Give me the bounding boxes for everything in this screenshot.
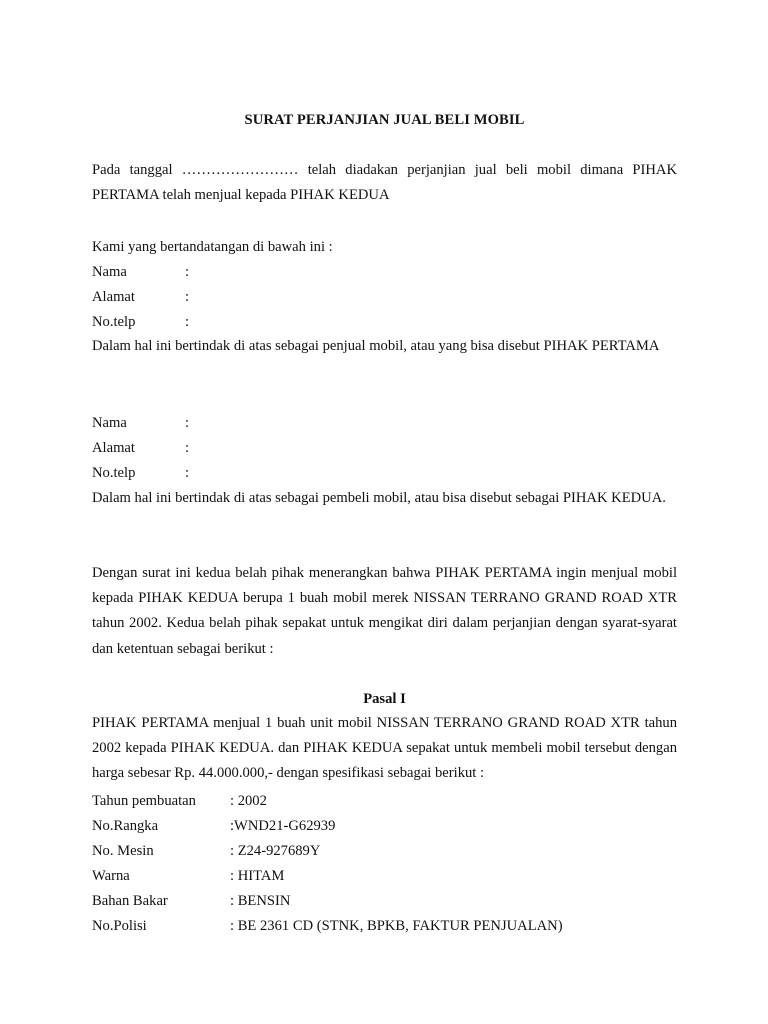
field-value: : xyxy=(185,289,190,305)
party2-phone-row xyxy=(92,463,677,483)
spec-label: No. Mesin xyxy=(92,843,154,859)
spec-value: : BE 2361 CD (STNK, BPKB, FAKTUR PENJUALAN) xyxy=(230,918,563,934)
pasal-1-text: PIHAK PERTAMA menjual 1 buah unit mobil NISSAN TERRANO GRAND ROAD XTR tahun 2002 kepada PIHAK KEDUA. dan PIHAK KEDUA sepakat untuk membeli mobil tersebut dengan harga sebesar Rp. 44.000.000,- dengan spesifikasi sebagai berikut : xyxy=(92,715,677,782)
undersigned-intro: Kami yang bertandatangan di bawah ini : xyxy=(92,239,333,255)
field-value: : xyxy=(185,264,190,280)
party2-statement: Dalam hal ini bertindak di atas sebagai pembeli mobil, atau bisa disebut sebagai PIHAK KEDUA. xyxy=(92,490,666,506)
spec-label: Tahun pembuatan xyxy=(92,793,196,809)
spec-value: : Z24-927689Y xyxy=(230,843,321,859)
field-label: No.telp xyxy=(92,465,136,481)
party1-phone-row xyxy=(92,312,677,332)
spec-row xyxy=(92,891,677,911)
spec-row xyxy=(92,791,677,811)
field-value: : xyxy=(185,314,190,330)
party2-address-row xyxy=(92,438,677,458)
spec-row xyxy=(92,866,677,886)
intro-paragraph: Pada tanggal …………………… telah diadakan perjanjian jual beli mobil dimana PIHAK PERTAMA telah menjual kepada PIHAK KEDUA xyxy=(92,162,677,204)
field-value: : xyxy=(185,415,190,431)
spec-label: No.Rangka xyxy=(92,818,159,834)
spec-label: Bahan Bakar xyxy=(92,893,168,909)
spec-row xyxy=(92,841,677,861)
spec-row xyxy=(92,916,677,936)
spec-row xyxy=(92,816,677,836)
party2-name-row xyxy=(92,413,677,433)
field-label: Nama xyxy=(92,415,127,431)
agreement-paragraph: Dengan surat ini kedua belah pihak menerangkan bahwa PIHAK PERTAMA ingin menjual mobil kepada PIHAK KEDUA berupa 1 buah mobil merek NISSAN TERRANO GRAND ROAD XTR tahun 2002. Kedua belah pihak sepakat untuk mengikat diri dalam perjanjian dengan syarat-syarat dan ketentuan sebagai berikut : xyxy=(92,565,677,657)
field-label: Alamat xyxy=(92,440,135,456)
document-title: SURAT PERJANJIAN JUAL BELI MOBIL xyxy=(244,112,525,128)
spec-label: Warna xyxy=(92,868,130,884)
spec-label: No.Polisi xyxy=(92,918,147,934)
pasal-1-heading: Pasal I xyxy=(363,691,406,707)
spec-value: : 2002 xyxy=(230,793,267,809)
field-label: Alamat xyxy=(92,289,135,305)
spec-value: : BENSIN xyxy=(230,893,291,909)
party1-statement: Dalam hal ini bertindak di atas sebagai penjual mobil, atau yang bisa disebut PIHAK PERTAMA xyxy=(92,338,660,354)
field-value: : xyxy=(185,465,190,481)
spec-value: :WND21-G62939 xyxy=(230,818,336,834)
spec-value: : HITAM xyxy=(230,868,285,884)
field-label: Nama xyxy=(92,264,127,280)
party1-address-row xyxy=(92,287,677,307)
field-label: No.telp xyxy=(92,314,136,330)
party1-name-row xyxy=(92,262,677,282)
field-value: : xyxy=(185,440,190,456)
